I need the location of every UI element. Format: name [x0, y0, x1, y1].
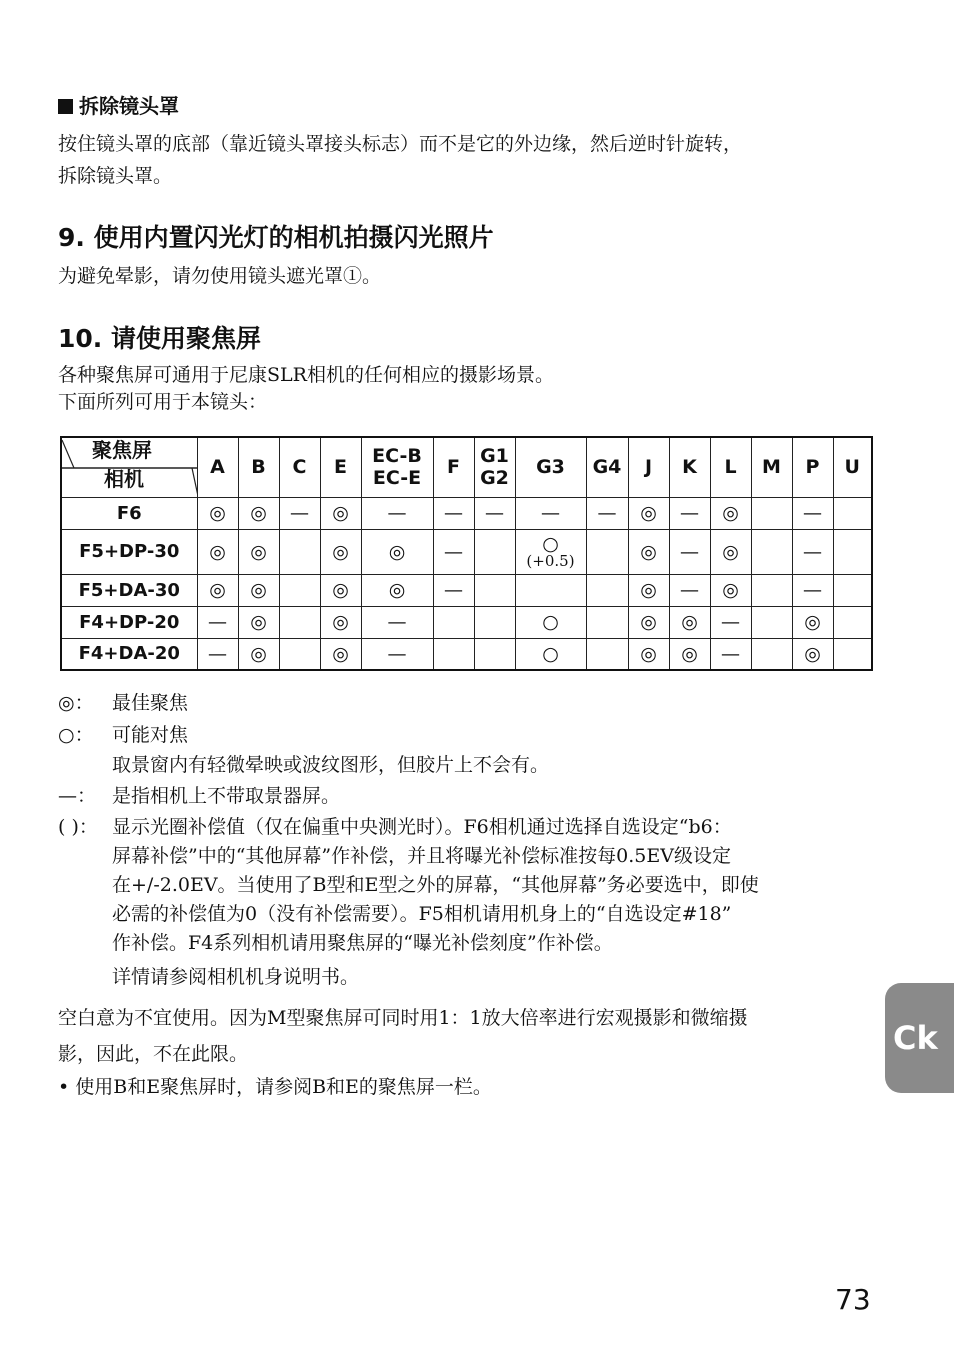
- compatibility-cell: [474, 606, 515, 638]
- compatibility-cell: ○: [515, 606, 586, 638]
- compatibility-cell: ◎: [320, 497, 361, 529]
- compatibility-cell: ◎: [320, 638, 361, 670]
- column-header: U: [833, 437, 872, 497]
- compatibility-cell: [515, 574, 586, 606]
- blank-cell-note: [58, 1000, 873, 1072]
- column-header: F: [433, 437, 474, 497]
- paragraph-line: 拆除镜头罩。: [58, 165, 173, 187]
- table-row: [61, 574, 872, 606]
- compatibility-cell: —: [279, 497, 320, 529]
- compatibility-cell: —: [361, 638, 433, 670]
- column-header: M: [751, 437, 792, 497]
- compatibility-cell: ◎: [628, 529, 669, 574]
- compatibility-cell: ◎: [710, 497, 751, 529]
- compatibility-cell: —: [474, 497, 515, 529]
- compatibility-cell: ◎: [320, 574, 361, 606]
- column-header: P: [792, 437, 833, 497]
- language-side-tab: Ck: [885, 983, 954, 1093]
- compatibility-cell: —: [792, 574, 833, 606]
- compatibility-cell: [279, 606, 320, 638]
- compatibility-cell: ◎: [710, 574, 751, 606]
- page-number: 73: [835, 1283, 871, 1316]
- compatibility-cell: ◎: [197, 574, 238, 606]
- table-row: [61, 529, 872, 574]
- compatibility-cell: ○ (+0.5): [515, 529, 586, 574]
- compatibility-cell: [433, 638, 474, 670]
- legend-possible-focus: [58, 721, 189, 749]
- compatibility-cell: [586, 638, 628, 670]
- compatibility-cell: ◎: [628, 497, 669, 529]
- compatibility-cell: —: [515, 497, 586, 529]
- focusing-screen-table: [60, 436, 873, 671]
- compatibility-cell: ◎: [320, 529, 361, 574]
- bullet-note: • 使用B和E聚焦屏时，请参阅B和E的聚焦屏一栏。: [58, 1076, 492, 1098]
- camera-cell: F6: [61, 497, 197, 529]
- compatibility-cell: ◎: [238, 606, 279, 638]
- remove-hood-paragraph: [58, 128, 742, 192]
- paragraph-line: 下面所列可用于本镜头：: [58, 391, 268, 413]
- table-row: [61, 497, 872, 529]
- compatibility-cell: [279, 638, 320, 670]
- column-header: A: [197, 437, 238, 497]
- compatibility-cell: [586, 606, 628, 638]
- column-header: B: [238, 437, 279, 497]
- corner-label-camera: 相机: [104, 467, 144, 491]
- column-header: C: [279, 437, 320, 497]
- compatibility-cell: —: [710, 638, 751, 670]
- legend-symbol: —：: [58, 785, 97, 807]
- corner-label-screen: 聚焦屏: [92, 438, 152, 462]
- camera-cell: F5+DA-30: [61, 574, 197, 606]
- square-bullet-icon: [58, 99, 73, 114]
- explanation-line: 在+/-2.0EV。当使用了B型和E型之外的屏幕，“其他屏幕”务必要选中，即使: [112, 874, 759, 896]
- compatibility-cell: ◎: [792, 606, 833, 638]
- compatibility-cell: ◎: [361, 529, 433, 574]
- compatibility-cell: ◎: [238, 497, 279, 529]
- compatibility-cell: ◎: [628, 638, 669, 670]
- column-header: EC-B EC-E: [361, 437, 433, 497]
- compatibility-cell: [586, 529, 628, 574]
- legend-possible-note: 取景窗内有轻微晕映或波纹图形，但胶片上不会有。: [112, 754, 550, 776]
- compatibility-cell: ◎: [238, 638, 279, 670]
- compatibility-cell: —: [792, 497, 833, 529]
- compatibility-cell: ◎: [628, 574, 669, 606]
- compatibility-cell: —: [669, 497, 710, 529]
- column-header: L: [710, 437, 751, 497]
- legend-text: 最佳聚焦: [112, 692, 189, 714]
- compatibility-cell: —: [710, 606, 751, 638]
- compatibility-cell: [751, 638, 792, 670]
- column-header: G3: [515, 437, 586, 497]
- camera-cell: F4+DP-20: [61, 606, 197, 638]
- table-corner-cell: [61, 437, 197, 497]
- compatibility-cell: [833, 638, 872, 670]
- column-header: G4: [586, 437, 628, 497]
- explanation-line: 作补偿。F4系列相机请用聚焦屏的“曝光补偿刻度”作补偿。: [112, 932, 613, 954]
- compatibility-cell: [751, 497, 792, 529]
- section-10-heading: 10. 请使用聚焦屏: [58, 324, 261, 353]
- compatibility-cell: —: [669, 529, 710, 574]
- compatibility-cell: ◎: [669, 606, 710, 638]
- table-row: [61, 638, 872, 670]
- section-9-body: 为避免晕影，请勿使用镜头遮光罩①。: [58, 265, 382, 287]
- legend-text: 可能对焦: [112, 724, 189, 746]
- compatibility-cell: [474, 574, 515, 606]
- legend-best-focus: [58, 689, 189, 717]
- compatibility-cell: [833, 606, 872, 638]
- column-header: K: [669, 437, 710, 497]
- column-header: J: [628, 437, 669, 497]
- compatibility-cell: [833, 529, 872, 574]
- table-body: [61, 497, 872, 670]
- legend-symbol: ◎：: [58, 692, 94, 714]
- table-row: [61, 606, 872, 638]
- compatibility-cell: ◎: [197, 529, 238, 574]
- compatibility-cell: —: [361, 606, 433, 638]
- legend-symbol: ( )：: [58, 816, 98, 838]
- compatibility-cell: ◎: [710, 529, 751, 574]
- column-header: G1 G2: [474, 437, 515, 497]
- section-10-body: [58, 362, 554, 416]
- detail-reference: 详情请参阅相机机身说明书。: [112, 966, 360, 988]
- camera-cell: F4+DA-20: [61, 638, 197, 670]
- note-line: 空白意为不宜使用。因为M型聚焦屏可同时用1：1放大倍率进行宏观摄影和微缩摄: [58, 1007, 748, 1029]
- compatibility-cell: ◎: [792, 638, 833, 670]
- note-line: 影，因此，不在此限。: [58, 1043, 249, 1065]
- compatibility-cell: ◎: [238, 529, 279, 574]
- legend-text: 是指相机上不带取景器屏。: [112, 785, 341, 807]
- compatibility-cell: —: [197, 606, 238, 638]
- compatibility-cell: ◎: [361, 574, 433, 606]
- table-header-row: [61, 437, 872, 497]
- compatibility-cell: —: [792, 529, 833, 574]
- compatibility-cell: —: [433, 529, 474, 574]
- compatibility-cell: [833, 574, 872, 606]
- legend-not-available: [58, 782, 341, 810]
- legend-parentheses: [58, 813, 110, 841]
- compatibility-cell: [751, 606, 792, 638]
- compatibility-cell: [474, 638, 515, 670]
- compatibility-cell: [279, 529, 320, 574]
- paragraph-line: 各种聚焦屏可通用于尼康SLR相机的任何相应的摄影场景。: [58, 364, 554, 386]
- compatibility-cell: —: [586, 497, 628, 529]
- compatibility-cell: [586, 574, 628, 606]
- compatibility-cell: [279, 574, 320, 606]
- section-heading-remove-hood: [58, 90, 179, 119]
- compatibility-cell: —: [433, 574, 474, 606]
- explanation-line: 必需的补偿值为0（没有补偿需要）。F5相机请用机身上的“自选设定#18”: [112, 903, 732, 925]
- compatibility-cell: ◎: [238, 574, 279, 606]
- compatibility-cell: ◎: [628, 606, 669, 638]
- explanation-line: 显示光圈补偿值（仅在偏重中央测光时）。F6相机通过选择自选设定“b6：: [112, 816, 732, 838]
- compatibility-cell: ○: [515, 638, 586, 670]
- paragraph-line: 按住镜头罩的底部（靠近镜头罩接头标志）而不是它的外边缘，然后逆时针旋转，: [58, 133, 743, 155]
- compatibility-cell: ◎: [669, 638, 710, 670]
- legend-symbol: ○：: [58, 724, 94, 746]
- compatibility-cell: —: [361, 497, 433, 529]
- compatibility-cell: ◎: [320, 606, 361, 638]
- compatibility-cell: [751, 574, 792, 606]
- compatibility-cell: —: [433, 497, 474, 529]
- compatibility-cell: [474, 529, 515, 574]
- parentheses-explanation: [112, 813, 882, 958]
- explanation-line: 屏幕补偿”中的“其他屏幕”作补偿，并且将曝光补偿标准按每0.5EV级设定: [112, 845, 731, 867]
- section-heading-text: 拆除镜头罩: [79, 94, 179, 118]
- compatibility-cell: —: [197, 638, 238, 670]
- compatibility-cell: —: [669, 574, 710, 606]
- compatibility-cell: [751, 529, 792, 574]
- compatibility-cell: [833, 497, 872, 529]
- compatibility-cell: [433, 606, 474, 638]
- compatibility-cell: ◎: [197, 497, 238, 529]
- column-header: E: [320, 437, 361, 497]
- camera-cell: F5+DP-30: [61, 529, 197, 574]
- section-9-heading: 9. 使用内置闪光灯的相机拍摄闪光照片: [58, 223, 494, 252]
